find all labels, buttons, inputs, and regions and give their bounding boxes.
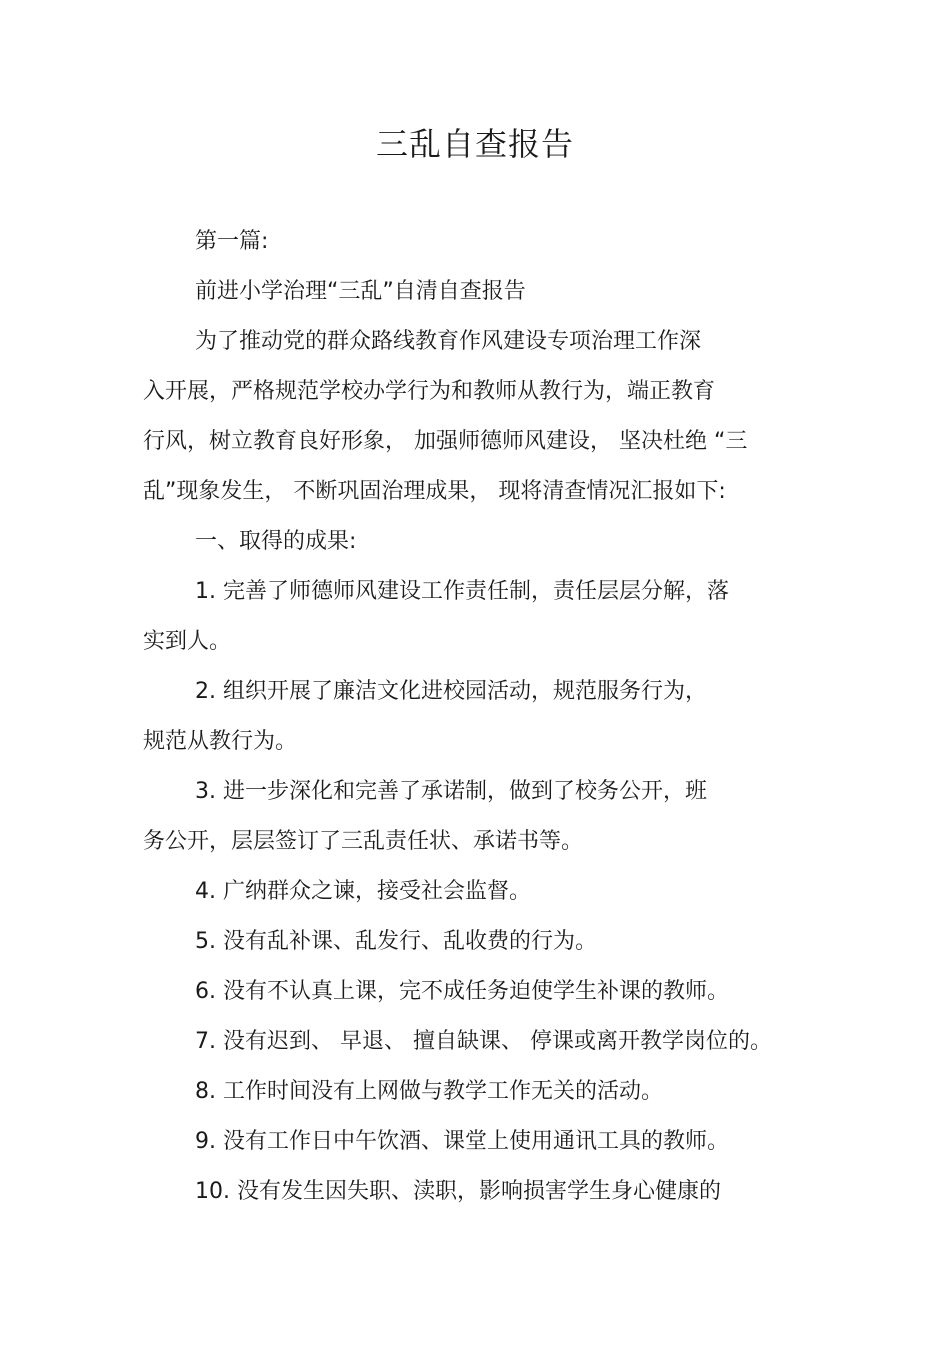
list-item-continuation: 规范从教行为。 <box>143 729 298 754</box>
list-item: 8. 工作时间没有上网做与教学工作无关的活动。 <box>195 1079 663 1104</box>
paragraph-line: 入开展，严格规范学校办学行为和教师从教行为，端正教育 <box>143 379 716 404</box>
list-item: 10. 没有发生因失职、渎职，影响损害学生身心健康的 <box>195 1179 721 1204</box>
list-item: 2. 组织开展了廉洁文化进校园活动，规范服务行为， <box>195 679 707 704</box>
list-item: 9. 没有工作日中午饮酒、课堂上使用通讯工具的教师。 <box>195 1129 729 1154</box>
list-item: 3. 进一步深化和完善了承诺制，做到了校务公开，班 <box>195 779 707 804</box>
list-item-continuation: 务公开，层层签订了三乱责任状、承诺书等。 <box>143 829 584 854</box>
paragraph-line: 乱”现象发生， 不断巩固治理成果， 现将清查情况汇报如下: <box>143 479 726 504</box>
report-subtitle: 前进小学治理“三乱”自清自查报告 <box>195 279 526 304</box>
document-title: 三乱自查报告 <box>375 125 574 163</box>
list-item: 1. 完善了师德师风建设工作责任制，责任层层分解，落 <box>195 579 729 604</box>
section-heading: 第一篇: <box>195 229 269 254</box>
list-item: 4. 广纳群众之谏，接受社会监督。 <box>195 879 531 904</box>
list-item: 7. 没有迟到、 早退、 擅自缺课、 停课或离开教学岗位的。 <box>195 1029 772 1054</box>
section-heading: 一、取得的成果: <box>195 529 357 554</box>
paragraph-line: 行风，树立教育良好形象， 加强师德师风建设， 坚决杜绝 “三 <box>143 429 748 454</box>
list-item-continuation: 实到人。 <box>143 629 232 654</box>
paragraph-line: 为了推动党的群众路线教育作风建设专项治理工作深 <box>195 329 702 354</box>
list-item: 6. 没有不认真上课，完不成任务迫使学生补课的教师。 <box>195 979 729 1004</box>
list-item: 5. 没有乱补课、乱发行、乱收费的行为。 <box>195 929 597 954</box>
